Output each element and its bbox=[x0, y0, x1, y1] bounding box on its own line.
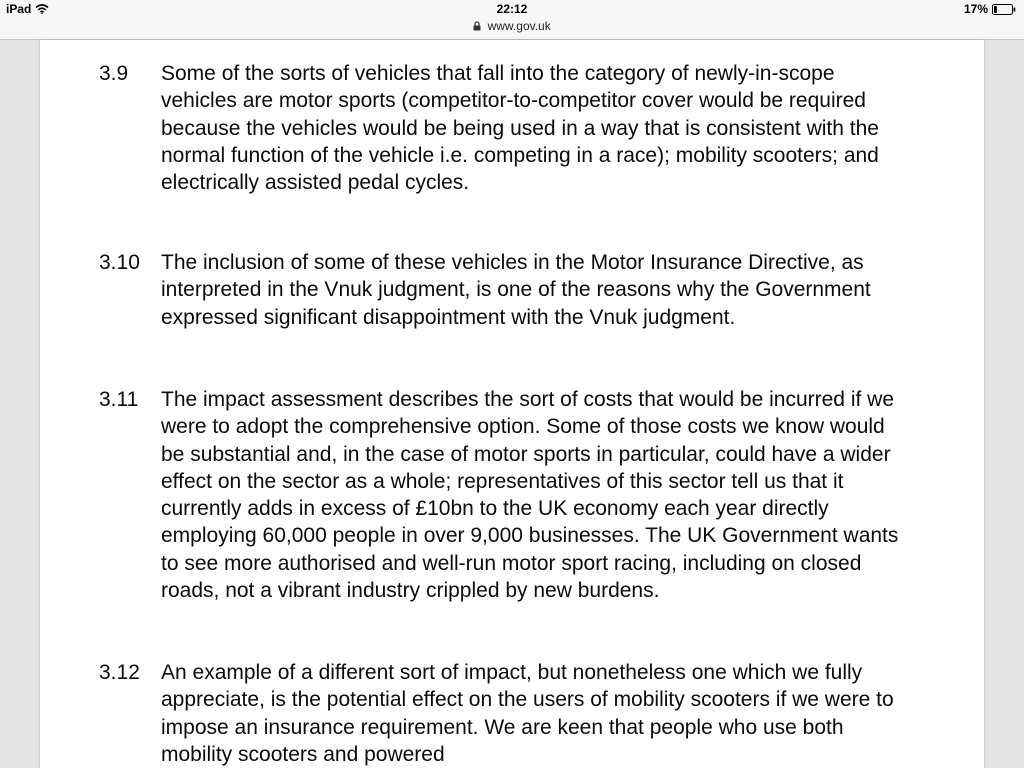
battery-icon bbox=[992, 4, 1016, 15]
paragraph-number: 3.12 bbox=[99, 661, 140, 684]
clock: 22:12 bbox=[496, 2, 528, 16]
battery-indicator bbox=[964, 2, 1016, 16]
lock-icon bbox=[473, 21, 481, 31]
paragraph-text: The impact assessment describes the sort of costs that would be incurred if we were to adopt the comprehensive option. Some of those costs we know would be substantial and, in the case of motor sports in particular, could have a wider effect on the sector as a whole; representatives of this sector tell us that it currently adds in excess of £10bn to the UK economy each year directly employing 60,000 people in over 9,000 businesses. The UK Government wants to see more authorised and well-run motor sport racing, including on closed roads, not a vibrant industry crippled by new burdens. bbox=[161, 388, 899, 603]
url-text: www.gov.uk bbox=[487, 19, 551, 33]
device-name: iPad bbox=[6, 2, 32, 16]
address-bar[interactable] bbox=[0, 19, 1024, 33]
battery-level: 17% bbox=[963, 2, 988, 16]
paragraph-text: An example of a different sort of impact, but nonetheless one which we fully appreciate, is the potential effect on the users of mobility scooters if we were to impose an insurance requirement. We are keen that people who use both mobility scooters and powered bbox=[161, 661, 894, 766]
paragraph-text: Some of the sorts of vehicles that fall into the category of newly-in-scope vehicles are motor sports (competitor-to-competitor cover would be required because the vehicles would be being used in a way that is consistent with the normal function of the vehicle i.e. competing in a race); mobility scooters; and electrically assisted pedal cycles. bbox=[161, 62, 879, 195]
paragraph-number: 3.9 bbox=[99, 62, 129, 85]
status-bar bbox=[0, 0, 1024, 40]
paragraph-text: The inclusion of some of these vehicles in the Motor Insurance Directive, as interpreted in the Vnuk judgment, is one of the reasons why the Government expressed significant disappointment with the Vnuk judgment. bbox=[161, 251, 871, 329]
document-page[interactable] bbox=[40, 40, 984, 768]
paragraph-number: 3.11 bbox=[99, 388, 139, 411]
paragraph-number: 3.10 bbox=[99, 251, 140, 274]
